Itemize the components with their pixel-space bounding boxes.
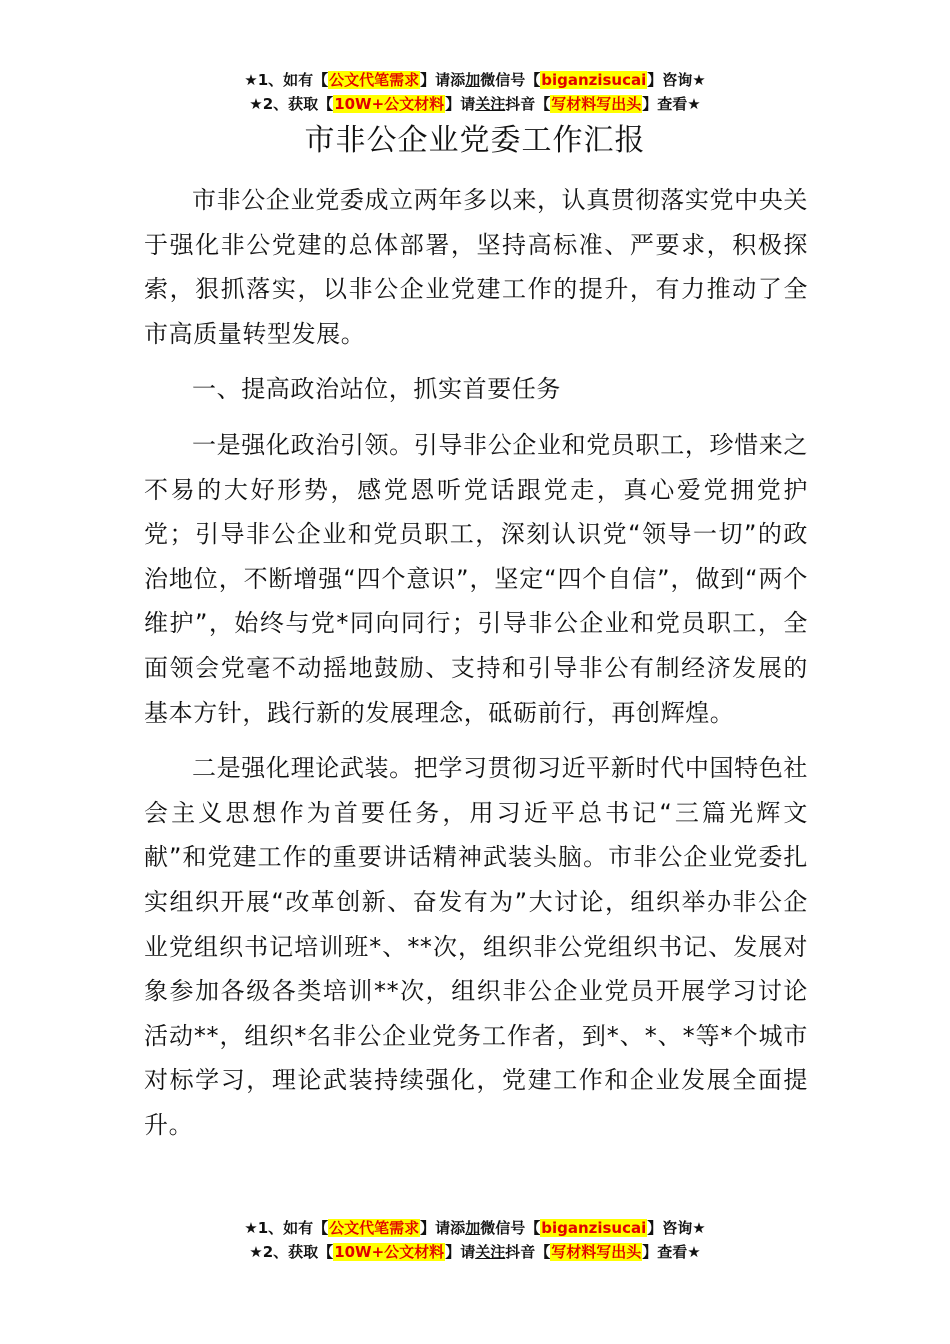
promo-text: 】请 — [445, 95, 476, 113]
promo-text: 】查看★ — [642, 95, 701, 113]
promo-highlight: 公文代笔需求 — [329, 1219, 420, 1237]
promo-text: 】咨询★ — [647, 71, 706, 89]
promo-underline: 关注 — [475, 1243, 506, 1261]
section-heading: 一、提高政治站位，抓实首要任务 — [192, 375, 561, 404]
promo-highlight: 公文代笔需求 — [329, 71, 420, 89]
promo-underline: 加 — [465, 1219, 481, 1237]
promo-highlight: 写材料写出头 — [551, 95, 642, 113]
document-title: 市非公企业党委工作汇报 — [304, 123, 646, 158]
promo-underline: 加 — [465, 71, 481, 89]
promo-line-1 — [0, 68, 950, 92]
promo-text: 】请添 — [420, 1219, 466, 1237]
promo-highlight: 写材料写出头 — [551, 1243, 642, 1261]
promo-text: 微信号【 — [480, 71, 541, 89]
promo-underline: 关注 — [475, 95, 506, 113]
promo-text: 】请添 — [420, 71, 466, 89]
promo-banner-top — [0, 68, 950, 116]
promo-highlight: biganzisucai — [541, 1219, 647, 1237]
promo-line-2 — [0, 1240, 950, 1264]
promo-text: ★2、获取【 — [249, 95, 334, 113]
paragraph-political-guidance: 一是强化政治引领。引导非公企业和党员职工，珍惜来之不易的大好形势，感党恩听党话跟党走，真心爱党拥党护党；引导非公企业和党员职工，深刻认识党“领导一切”的政治地位，不断增强“四个意识”，坚定“四个自信”，做到“两个维护”，始终与党*同向同行；引导非公企业和党员职工，全面领会党毫不动摇地鼓励、支持和引导非公有制经济发展的基本方针，践行新的发展理念，砥砺前行，再创辉煌。 — [144, 430, 808, 727]
promo-highlight: 10W+公文材料 — [334, 1243, 445, 1261]
promo-text: 微信号【 — [480, 1219, 541, 1237]
promo-line-2 — [0, 92, 950, 116]
paragraph-intro: 市非公企业党委成立两年多以来，认真贯彻落实党中央关于强化非公党建的总体部署，坚持高标准、严要求，积极探索，狠抓落实，以非公企业党建工作的提升，有力推动了全市高质量转型发展。 — [144, 186, 808, 348]
promo-text: 】查看★ — [642, 1243, 701, 1261]
promo-text: 抖音【 — [505, 1243, 551, 1261]
promo-banner-bottom — [0, 1216, 950, 1264]
promo-text: 抖音【 — [505, 95, 551, 113]
promo-line-1 — [0, 1216, 950, 1240]
promo-highlight: biganzisucai — [541, 71, 647, 89]
promo-text: 】请 — [445, 1243, 476, 1261]
promo-highlight: 10W+公文材料 — [334, 95, 445, 113]
promo-text: ★2、获取【 — [249, 1243, 334, 1261]
promo-text: ★1、如有【 — [244, 1219, 329, 1237]
promo-text: 】咨询★ — [647, 1219, 706, 1237]
promo-text: ★1、如有【 — [244, 71, 329, 89]
paragraph-theory-armament: 二是强化理论武装。把学习贯彻习近平新时代中国特色社会主义思想作为首要任务，用习近平总书记“三篇光辉文献”和党建工作的重要讲话精神武装头脑。市非公企业党委扎实组织开展“改革创新、奋发有为”大讨论，组织举办非公企业党组织书记培训班*、**次，组织非公党组织书记、发展对象参加各级各类培训**次，组织非公企业党员开展学习讨论活动**，组织*名非公企业党务工作者，到*、*、*等*个城市对标学习，理论武装持续强化，党建工作和企业发展全面提升。 — [144, 754, 808, 1139]
document-body — [144, 178, 808, 1158]
